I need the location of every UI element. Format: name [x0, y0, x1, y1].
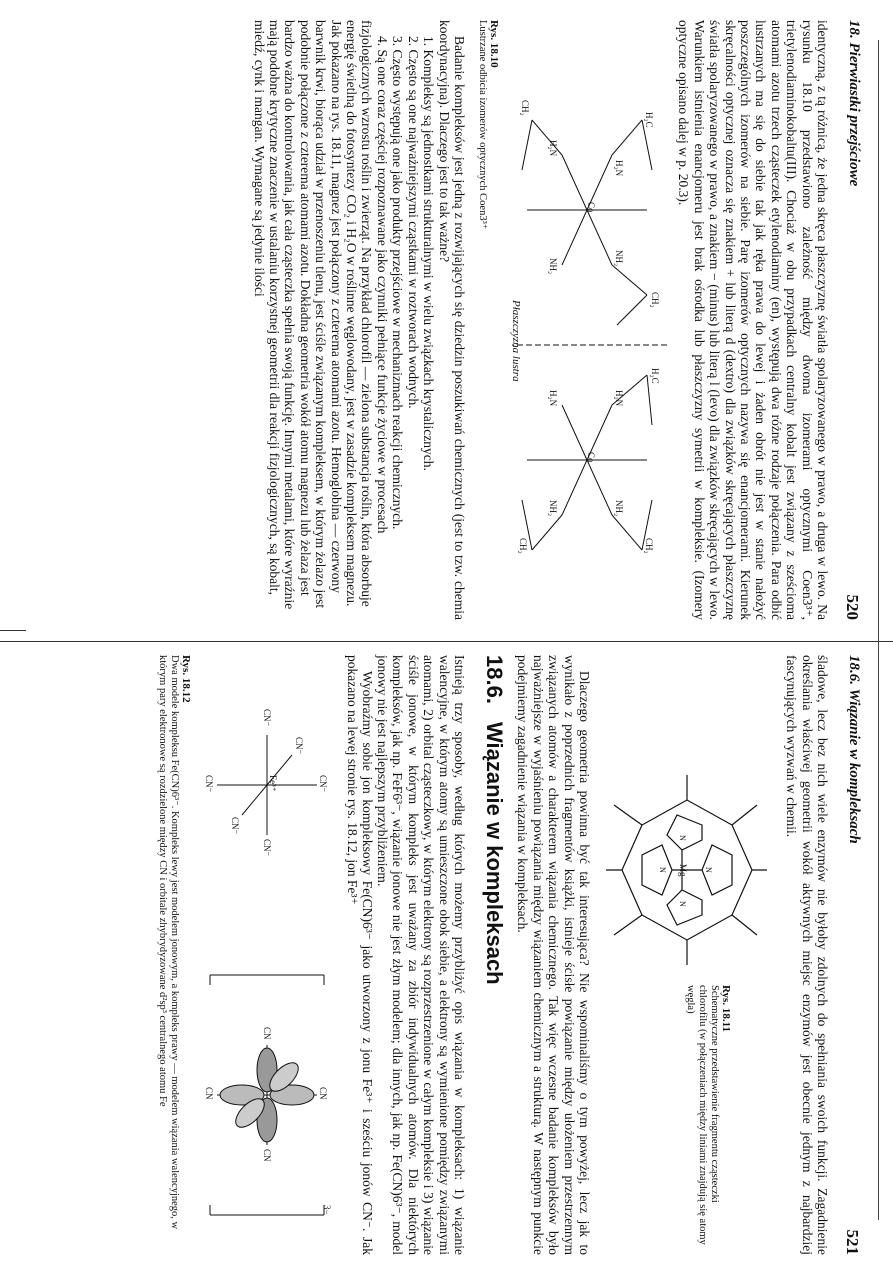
figure-title: Rys. 18.11 — [720, 985, 732, 1032]
cyanide-label: CN — [204, 1087, 214, 1100]
mirror-plane-label: Płaszczyzna lustra — [510, 300, 522, 382]
iron-ion-label: Fe³⁺ — [268, 775, 278, 792]
svg-text:Co: Co — [586, 202, 596, 213]
figure-18-10 — [507, 60, 672, 580]
cyanide-label: CN — [262, 1149, 272, 1162]
svg-text:H₂C: H₂C — [650, 368, 660, 384]
svg-text:H₂N: H₂N — [614, 390, 624, 407]
cyanide-label: CN⁻ — [262, 839, 272, 857]
list-item: 4. Są one coraz częściej rozpoznawane jako czynniki pełniące funkcje życiowe w procesach fizjologicznych wzrostu roślin i zwierząt. Na przykład chlorofil — zielona substancja roślin, która absorbuje energię świetlną do fotosyntezy CO₂ i H₂O w roślinne węglowodany, jest w zasadzie kompleksem magnezu. Jak pokazano na rys. 18.11, magnez jest połączony z czterema atomami azotu. Hemoglobina — czerwony barwnik krwi, biorąca udział w przenoszeniu tlenu, jest ściśle związanym kompleksem, w którym żelazo jest podobnie połączone z czterema atomami azotu. Dokładna geometria wokół atomu magnezu lub żelaza jest bardzo ważna do kontrolowania, jak cała cząsteczka spełnia swoją funkcję. Innymi metalami, które wyraźnie mają podobne krytyczne znaczenie w ustalaniu korzystnej geometrii dla reakcji fizjologicznych, są kobalt, miedź, cynk i mangan. Wymagane są jedynie ilości — [251, 20, 390, 610]
svg-text:N: N — [704, 867, 713, 873]
cyanide-label: CN⁻ — [262, 709, 272, 727]
fold-mark — [0, 630, 26, 631]
mirror-isomers-diagram — [507, 60, 672, 580]
page-521 — [12, 655, 872, 1255]
figure-18-12 — [202, 675, 332, 1235]
list-item: 2. Często są one najważniejszymi cząstkami w roztworach wodnych. — [405, 36, 421, 409]
svg-text:N: N — [678, 901, 687, 907]
list-item: 3. Często występują one jako produkty przejściowe w mechanizmach reakcji chemicznych. — [390, 36, 406, 530]
svg-text:CH₂: CH₂ — [644, 538, 654, 554]
svg-text:N: N — [678, 835, 687, 841]
figure-caption-text: Schematyczne przedstawienie fragmentu cząsteczki chlorofilu (w połączeniach między liniami znajdują się atomy węgla) — [685, 985, 720, 1245]
svg-text:CH₂: CH₂ — [518, 538, 528, 554]
list-item: 1. Kompleksy są jednostkami strukturalnymi w wielu związkach krystalicznych. — [421, 36, 436, 471]
figure-18-12-caption — [156, 655, 192, 1255]
section-heading — [481, 655, 507, 985]
chlorophyll-ring-diagram — [602, 765, 772, 975]
figure-caption-text: Dwa modele kompleksu Fe(CN)6³⁻. Kompleks lewy jest modelem jonowym, a kompleks prawy — modelem wiązania walencyjnego, w którym pary elektronowe są rozdzielone między CN i orbitale zhybrydyzowane d²sp³ centralnego atomu Fe — [157, 655, 180, 1230]
cyanide-label: CN⁻ — [294, 737, 304, 755]
figure-title: Rys. 18.12 — [180, 655, 192, 703]
cyanide-label: CN⁻ — [318, 775, 328, 793]
svg-text:H₂N: H₂N — [548, 390, 558, 407]
cyanide-label: CN — [318, 1087, 328, 1100]
svg-text:NH₂: NH₂ — [614, 250, 624, 267]
svg-text:NH₂: NH₂ — [614, 500, 624, 517]
section-number: 18.6. — [482, 655, 507, 704]
svg-text:N: N — [658, 867, 667, 873]
page-divider — [0, 641, 893, 642]
charge-label: 3− — [322, 1205, 332, 1215]
fecn6-models-diagram — [202, 675, 332, 1235]
page-header — [838, 20, 862, 620]
figure-18-11-caption — [684, 985, 732, 1245]
binding-edge — [878, 40, 879, 1220]
page-number: 520 — [843, 594, 862, 620]
intro-paragraph: identyczną, z tą różnicą, że jedna skręca płaszczyznę światła spolaryzowanego w prawo, a druga w lewo. Na rysunku 18.10 przedstawiono zależność między dwoma izomerami optycznymi Coen3³⁺, trietylenodiaminokobaltu(III). Chociaż w obu przypadkach centralny kobalt jest związany z sześcioma atomami azotu trzech cząsteczek etylenodiaminy (en), występują dwa różne rodzaje połączenia. Para odbić lustrzanych ma się do siebie tak jak ręka prawa do lewej i żaden obrót nie jest w stanie nałożyć poszczególnych izomerów na siebie. Parę izomerów optycznych nazywa się enancjomerami. Kierunek skręcalności optycznej oznacza się znakiem + lub literą d (dextro) dla związków skręcających płaszczyznę światła spolaryzowanego w prawo, a znakiem − (minus) lub literą l (levo) dla związków skręcających w lewo. Warunkiem istnienia enancjomeru jest brak ośrodka lub płaszczyzny symetrii w kompleksie. (Izomery optyczne opisano dalej w p. 20.3). — [676, 20, 830, 620]
cyanide-label: CN⁻ — [230, 817, 240, 835]
svg-text:NH₂: NH₂ — [548, 258, 558, 275]
svg-text:H₂N: H₂N — [614, 160, 624, 177]
page-header — [838, 655, 862, 1255]
intro-paragraph: śladowe, lecz bez nich wiele enzymów nie byłoby zdolnych do spełniania swoich funkcji. Zagadnienie określania właściwej geometrii wokół aktywnych miejsc enzymów jest obecnie jednym z najbardziej fascynujących wyzwań w chemii. — [784, 655, 830, 1255]
cyanide-label: CN — [262, 1027, 272, 1040]
body-paragraph: Badanie kompleksów jest jedną z rozwijających się dziedzin poszukiwań chemicznych (jest to tzw. chemia koordynacyjna). Dlaczego jest to tak ważne? — [436, 20, 467, 620]
svg-text:CH₂: CH₂ — [520, 100, 530, 116]
svg-text:CH₂: CH₂ — [650, 292, 660, 308]
svg-text:H₂N: H₂N — [548, 140, 558, 157]
body-paragraph: Dlaczego geometria powinna być tak interesująca? Nie wspominaliśmy o tym powyżej, lecz jak to wynikało z poprzednich fragmentów książki, istnieje ścisłe powiązanie między ułożeniem przestrzennym związanych atomów a charakterem wiązania chemicznego. Tak więc wczesne badanie kompleksów było najważniejsze w wyjaśnieniu powiązania między wiązaniem chemicznym a strukturą. W następnym punkcie podejmiemy zagadnienie wiązania w kompleksach. — [515, 655, 592, 1255]
page-number: 521 — [843, 1229, 862, 1255]
figure-caption-text: Lustrzane odbicia izomerów optycznych Coen3³⁺ — [477, 20, 488, 230]
body-paragraph: Wyobraźmy sobie jon kompleksowy Fe(CN)6³⁻ jako utworzony z jonu Fe³⁺ i sześciu jonów CN⁻. Jak pokazano na lewej stronie rys. 18.12, jon Fe³⁺ — [344, 655, 375, 1255]
running-head: 18.6. Wiązanie w kompleksach — [846, 655, 862, 844]
figure-18-10-caption — [476, 20, 500, 620]
magnesium-label: Mg — [678, 864, 688, 877]
body-paragraph: Istnieją trzy sposoby, według których możemy przybliżyć opis wiązania w kompleksach: 1) wiązanie walencyjne, w którym atomy są umieszczone obok siebie, a elektrony są wymienione pomiędzy związanymi atomami, 2) orbital cząsteczkowy, w którym elektrony są rozprzestrzenione w całym kompleksie i 3) wiązanie ściśle jonowe, w którym kompleks jest uważany za zbiór indywidualnych atomów. Dla niektórych kompleksów, jak np. FeF6³⁻, wiązanie jonowe nie jest złym modelem; dla innych, jak np. Fe(CN)6³⁻, model jonowy nie jest najlepszym przybliżeniem. — [374, 655, 467, 1255]
figure-18-11 — [602, 765, 772, 975]
reasons-list — [251, 20, 436, 620]
svg-text:H₂C: H₂C — [644, 112, 654, 128]
cyanide-label: CN⁻ — [204, 775, 214, 793]
section-title: Wiązanie w kompleksach — [482, 721, 507, 985]
page-520 — [12, 20, 872, 620]
svg-text:Co: Co — [586, 452, 596, 463]
figure-title: Rys. 18.10 — [488, 20, 500, 68]
svg-text:NH₂: NH₂ — [548, 500, 558, 517]
running-head: 18. Pierwiastki przejściowe — [846, 20, 862, 187]
